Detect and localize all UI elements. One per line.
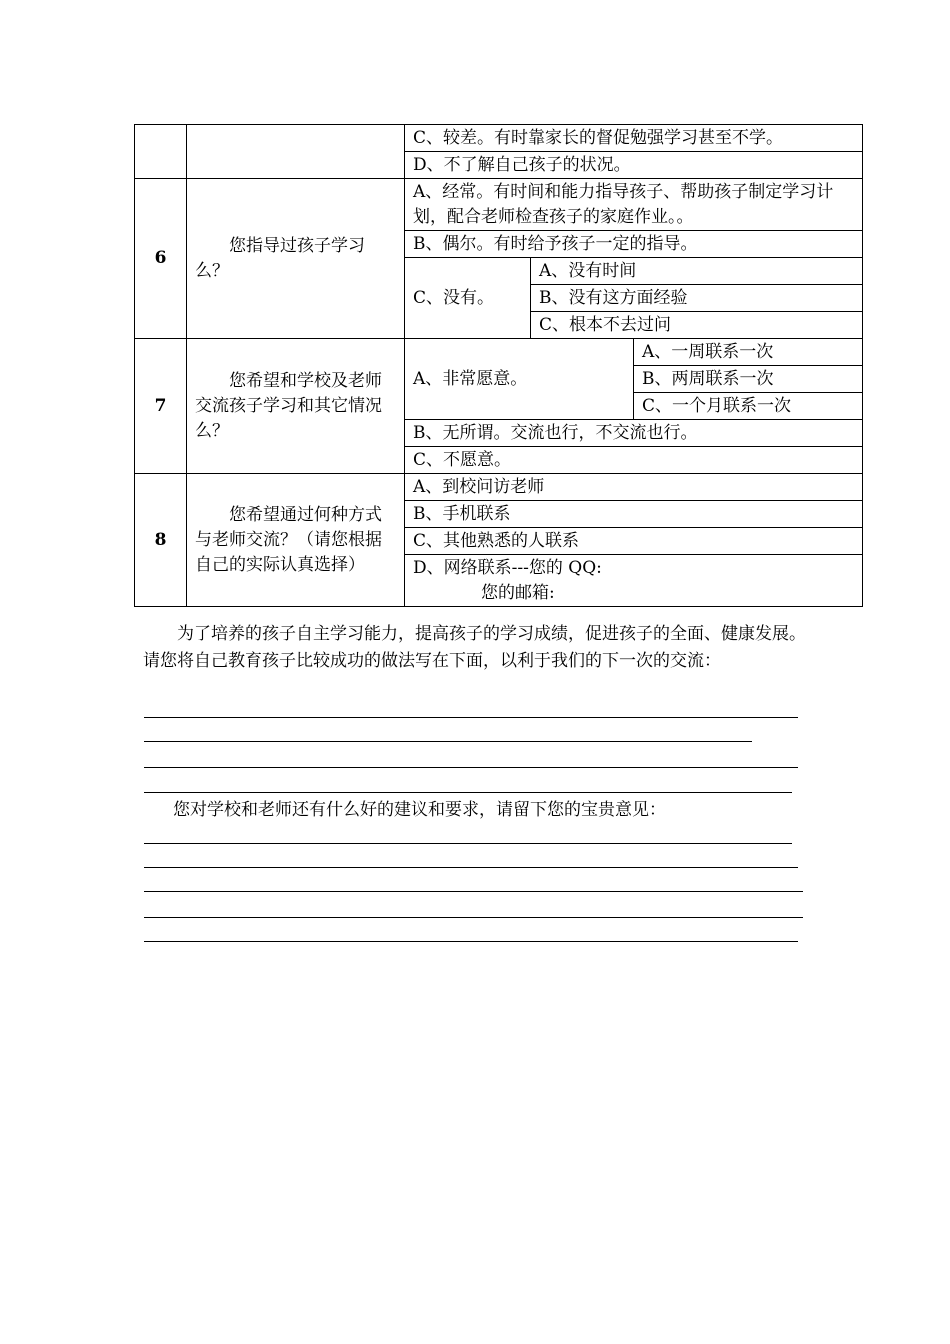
question-7-text: 您希望和学校及老师交流孩子学习和其它情况么？ [195, 370, 382, 441]
question-6-text: 您指导过孩子学习么？ [195, 235, 365, 281]
option-c-6: C、没有。 [405, 258, 531, 339]
table-row [135, 474, 863, 501]
question-number-7: 7 [135, 339, 187, 474]
question-cell [187, 125, 405, 179]
answer-line [144, 843, 792, 844]
table-row [135, 179, 863, 231]
option-d-8 [405, 555, 863, 607]
question-8-cell [187, 474, 405, 607]
answer-line [144, 917, 803, 918]
answer-line [144, 717, 798, 718]
intro-paragraph: 为了培养的孩子自主学习能力，提高孩子的学习成绩，促进孩子的全面、健康发展。请您将自己教育孩子比较成功的做法写在下面，以利于我们的下一次的交流： [143, 624, 806, 671]
sub-option-a-6: A、没有时间 [531, 258, 863, 285]
option-b-7: B、无所谓。交流也行，不交流也行。 [405, 420, 863, 447]
option-d-8-email: 您的邮箱: [481, 582, 555, 603]
sub-option-a-7: A、一周联系一次 [634, 339, 863, 366]
sub-option-c-6: C、根本不去过问 [531, 312, 863, 339]
answer-line [144, 941, 798, 942]
option-b-8: B、手机联系 [405, 501, 863, 528]
suggestion-prompt: 您对学校和老师还有什么好的建议和要求，请留下您的宝贵意见： [173, 800, 666, 820]
option-a-8: A、到校问访老师 [405, 474, 863, 501]
survey-table [134, 124, 863, 607]
question-6-cell [187, 179, 405, 339]
option-c-8: C、其他熟悉的人联系 [405, 528, 863, 555]
question-7-cell [187, 339, 405, 474]
answer-line [144, 792, 792, 793]
question-number-cell [135, 125, 187, 179]
answer-line [144, 867, 798, 868]
sub-option-b-6: B、没有这方面经验 [531, 285, 863, 312]
sub-option-c-7: C、一个月联系一次 [634, 393, 863, 420]
question-8-text: 您希望通过何种方式与老师交流？（请您根据自己的实际认真选择） [195, 504, 382, 575]
option-b-6: B、偶尔。有时给予孩子一定的指导。 [405, 231, 863, 258]
table-row [135, 339, 863, 366]
option-c-5: C、较差。有时靠家长的督促勉强学习甚至不学。 [405, 125, 863, 152]
sub-option-b-7: B、两周联系一次 [634, 366, 863, 393]
option-c-7: C、不愿意。 [405, 447, 863, 474]
answer-line [144, 891, 803, 892]
answer-line [144, 741, 752, 742]
answer-line [144, 767, 798, 768]
option-a-6: A、经常。有时间和能力指导孩子、帮助孩子制定学习计划，配合老师检查孩子的家庭作业。。 [405, 179, 863, 231]
table-row [135, 125, 863, 152]
option-d-8-qq: D、网络联系---您的 QQ: [413, 557, 602, 578]
option-d-5: D、不了解自己孩子的状况。 [405, 152, 863, 179]
question-number-8: 8 [135, 474, 187, 607]
question-number-6: 6 [135, 179, 187, 339]
option-a-7: A、非常愿意。 [405, 339, 634, 420]
